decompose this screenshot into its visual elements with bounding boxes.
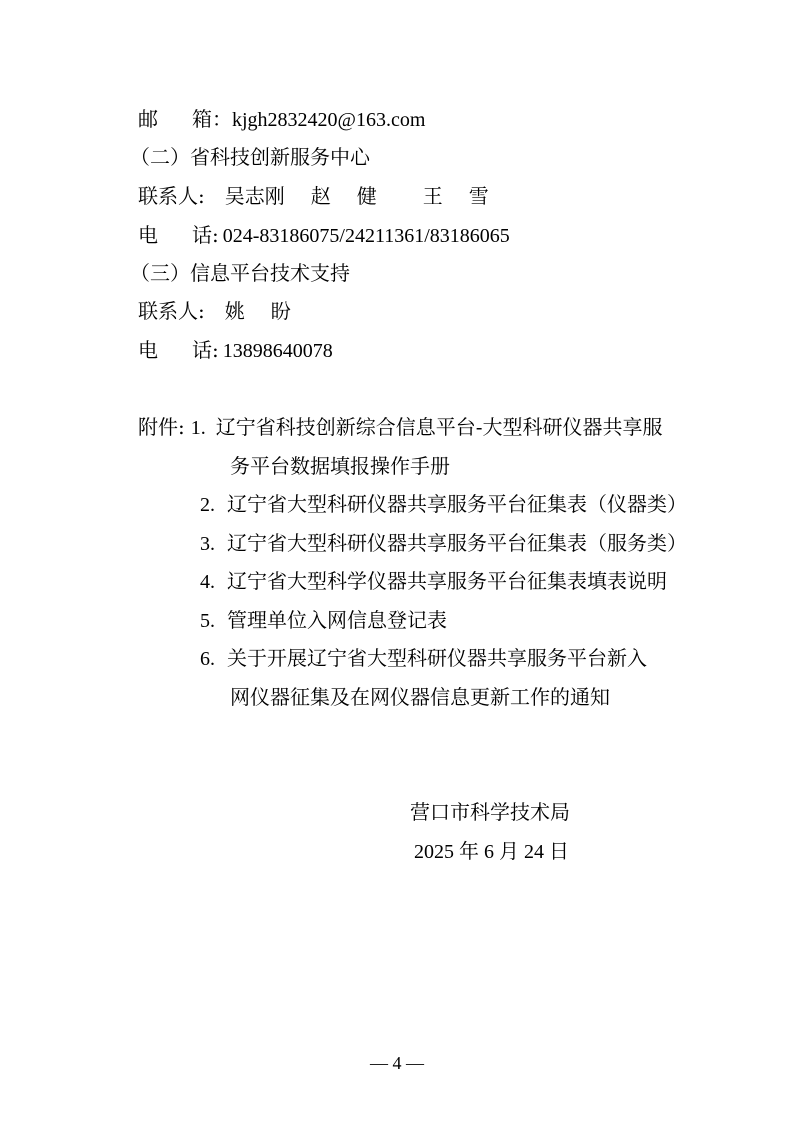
attachment-2-number: 2. [200,494,215,516]
attachment-3-title: 辽宁省大型科研仪器共享服务平台征集表（服务类） [227,531,687,555]
attachment-5-title: 管理单位入网信息登记表 [227,608,447,632]
attachment-3 [200,531,687,556]
attachment-1-title: 辽宁省科技创新综合信息平台-大型科研仪器共享服 [215,415,663,439]
section2-contact-line [138,184,489,208]
section2-phone-line [138,223,510,248]
section2-phone-value: 024-83186075/24211361/83186065 [222,225,510,247]
email-line [138,107,425,132]
attachment-6-title: 关于开展辽宁省大型科研仪器共享服务平台新入 [227,646,647,670]
section2-contact-label: 联系人: [138,184,205,208]
attachment-2-title: 辽宁省大型科研仪器共享服务平台征集表（仪器类） [227,492,687,516]
signature-organization: 营口市科学技术局 [410,800,570,824]
attachment-1-line2: 务平台数据填报操作手册 [230,454,450,478]
attachment-2 [200,492,687,517]
signature-date: 2025 年 6 月 24 日 [414,841,569,863]
section3-phone-label-a: 电 [138,338,158,362]
section2-contact-person-3b: 雪 [468,184,489,208]
section3-contact-person-b: 盼 [270,299,291,323]
attachment-4-title: 辽宁省大型科学仪器共享服务平台征集表填表说明 [227,569,667,593]
attachment-1-line1 [138,415,663,440]
section3-contact-line [138,299,291,323]
section2-heading: （二）省科技创新服务中心 [130,145,370,169]
section2-contact-person-2a: 赵 [310,184,331,208]
email-value: kjgh2832420@163.com [232,109,426,131]
attachment-6-number: 6. [200,648,215,670]
section3-phone-value: 13898640078 [222,340,333,362]
email-label-b: 箱： [192,107,232,131]
section2-contact-person-1: 吴志刚 [224,184,285,208]
section2-phone-label-b: 话: [192,223,219,247]
attachment-6-line1 [200,646,647,671]
section2-contact-person-2b: 健 [356,184,377,208]
attachment-5-number: 5. [200,610,215,632]
page-number: — 4 — [370,1053,424,1073]
attachment-5 [200,608,447,633]
attachment-4-number: 4. [200,571,215,593]
attachment-4 [200,569,667,594]
section2-contact-person-3a: 王 [422,184,443,208]
section3-heading: （三）信息平台技术支持 [130,261,350,285]
attachment-1-number: 1. [190,417,206,439]
section3-phone-line [138,338,333,363]
email-label-a: 邮 [138,107,158,131]
section3-phone-label-b: 话: [192,338,219,362]
section3-contact-label: 联系人: [138,299,205,323]
attachment-6-line2: 网仪器征集及在网仪器信息更新工作的通知 [230,685,610,709]
attachments-label: 附件: [138,415,185,439]
section3-contact-person-a: 姚 [224,299,245,323]
attachment-3-number: 3. [200,533,215,555]
section2-phone-label-a: 电 [138,223,158,247]
